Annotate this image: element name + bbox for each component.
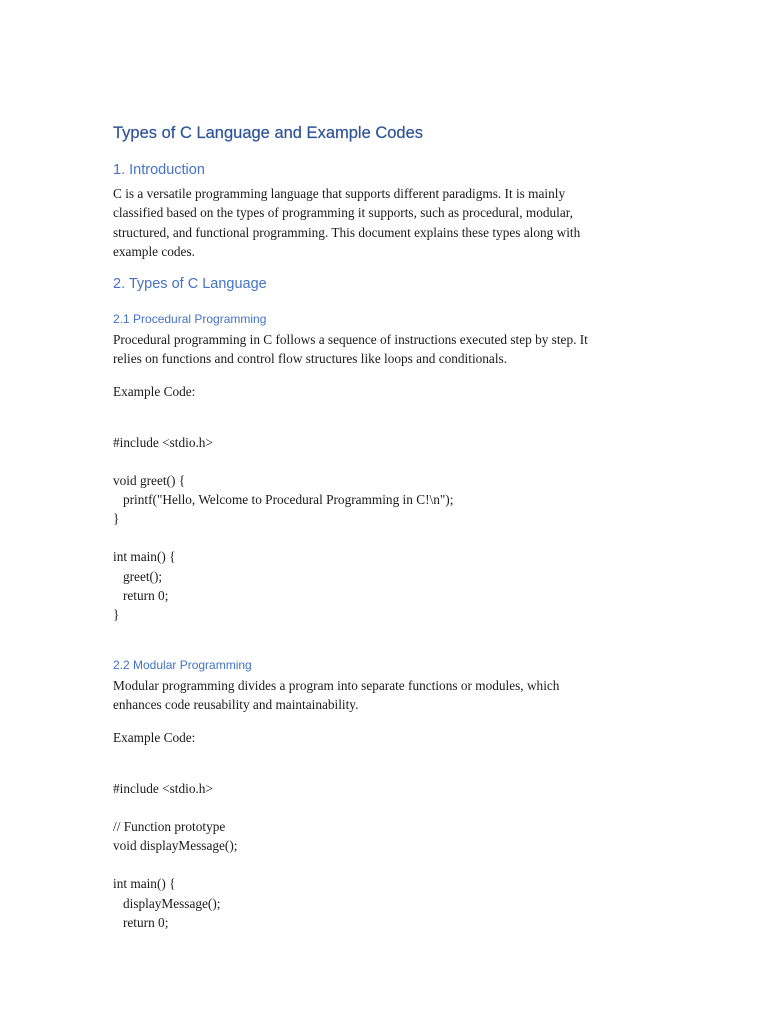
code-line: int main() { [113,876,176,891]
code-line: void greet() { [113,473,186,488]
intro-paragraph-line: C is a versatile programming language that supports different paradigms. It is mainly [113,186,566,201]
code-line: printf("Hello, Welcome to Procedural Programming in C!\n"); [113,492,454,507]
code-line: displayMessage(); [113,896,221,911]
types-heading: 2. Types of C Language [113,276,267,292]
code-line: #include <stdio.h> [113,781,213,796]
modular-heading: 2.2 Modular Programming [113,658,252,672]
code-line: int main() { [113,549,176,564]
intro-heading: 1. Introduction [113,162,205,178]
code-line: return 0; [113,588,169,603]
procedural-paragraph-line: relies on functions and control flow structures like loops and conditionals. [113,351,508,367]
code-line: } [113,511,120,526]
modular-paragraph [113,676,641,715]
procedural-paragraph-line: Procedural programming in C follows a sequence of instructions executed step by step. It [113,332,588,347]
intro-paragraph [113,184,641,262]
code-line: return 0; [113,915,169,930]
code-line: #include <stdio.h> [113,435,213,450]
code-line: } [113,607,120,622]
procedural-example-label: Example Code: [113,384,196,399]
intro-paragraph-line: classified based on the types of programming it supports, such as procedural, modular, [113,205,573,221]
code-line: greet(); [113,569,163,584]
intro-paragraph-line: structured, and functional programming. This document explains these types along with [113,224,581,240]
procedural-heading: 2.1 Procedural Programming [113,312,267,326]
modular-paragraph-line: Modular programming divides a program into separate functions or modules, which [113,678,560,693]
document-title: Types of C Language and Example Codes [113,124,424,142]
code-line: // Function prototype [113,819,226,834]
modular-paragraph-line: enhances code reusability and maintainability. [113,697,359,713]
intro-paragraph-line: example codes. [113,244,195,260]
procedural-paragraph [113,330,641,369]
code-line: void displayMessage(); [113,838,238,853]
modular-example-label: Example Code: [113,730,196,745]
